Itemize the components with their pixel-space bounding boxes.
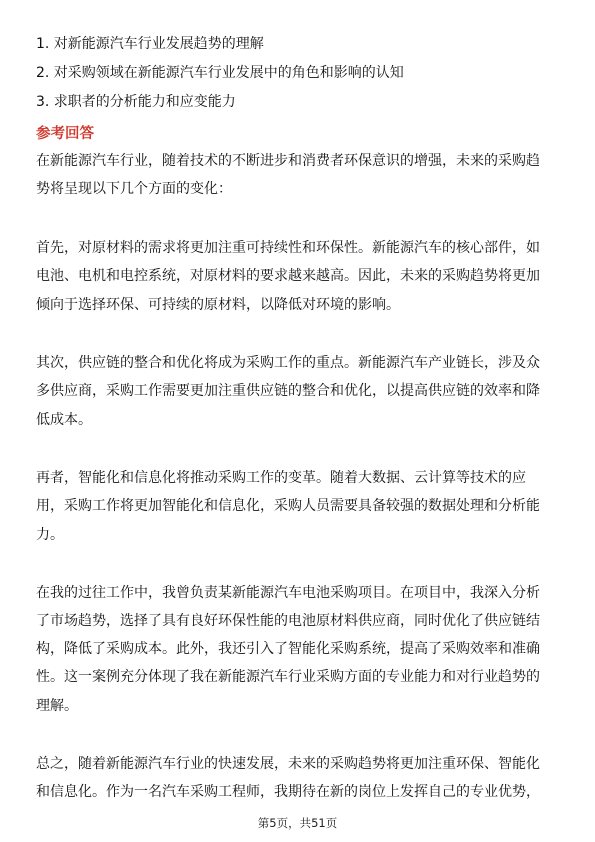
paragraph-line: 理解。 bbox=[36, 698, 78, 714]
paragraph-line: 性。这一案例充分体现了我在新能源汽车行业采购方面的专业能力和对行业趋势的 bbox=[36, 669, 540, 685]
paragraph-line: 总之，随着新能源汽车行业的快速发展，未来的采购趋势将更加注重环保、智能化 bbox=[36, 756, 540, 772]
paragraph-line: 多供应商，采购工作需要更加注重供应链的整合和优化，以提高供应链的效率和降 bbox=[36, 383, 540, 399]
paragraph-line: 倾向于选择环保、可持续的原材料，以降低对环境的影响。 bbox=[36, 297, 400, 313]
paragraph-line: 电池、电机和电控系统，对原材料的要求越来越高。因此，未来的采购趋势将更加 bbox=[36, 268, 540, 284]
paragraph-line: 用，采购工作将更加智能化和信息化，采购人员需要具备较强的数据处理和分析能 bbox=[36, 498, 540, 514]
paragraph-line: 构，降低了采购成本。此外，我还引入了智能化采购系统，提高了采购效率和准确 bbox=[36, 641, 540, 657]
paragraph-line: 力。 bbox=[36, 527, 64, 543]
paragraph-line: 低成本。 bbox=[36, 412, 92, 428]
page-number: 第5页，共51页 bbox=[257, 816, 338, 830]
question-2: 2. 对采购领域在新能源汽车行业发展中的角色和影响的认知 bbox=[36, 65, 404, 81]
paragraph-line: 在新能源汽车行业，随着技术的不断进步和消费者环保意识的增强，未来的采购趋 bbox=[36, 153, 540, 169]
paragraph-line: 势将呈现以下几个方面的变化： bbox=[36, 181, 232, 197]
paragraph-line: 其次，供应链的整合和优化将成为采购工作的重点。新能源汽车产业链长，涉及众 bbox=[36, 355, 540, 371]
paragraph-line: 再者，智能化和信息化将推动采购工作的变革。随着大数据、云计算等技术的应 bbox=[36, 470, 526, 486]
paragraph-line: 了市场趋势，选择了具有良好环保性能的电池原材料供应商，同时优化了供应链结 bbox=[36, 613, 540, 629]
answer-heading: 参考回答 bbox=[36, 126, 94, 142]
question-1: 1. 对新能源汽车行业发展趋势的理解 bbox=[36, 36, 264, 52]
question-3: 3. 求职者的分析能力和应变能力 bbox=[36, 94, 236, 110]
paragraph-line: 首先，对原材料的需求将更加注重可持续性和环保性。新能源汽车的核心部件，如 bbox=[36, 240, 540, 256]
paragraph-line: 和信息化。作为一名汽车采购工程师，我期待在新的岗位上发挥自己的专业优势， bbox=[36, 784, 540, 800]
paragraph-line: 在我的过往工作中，我曾负责某新能源汽车电池采购项目。在项目中，我深入分析 bbox=[36, 585, 540, 601]
